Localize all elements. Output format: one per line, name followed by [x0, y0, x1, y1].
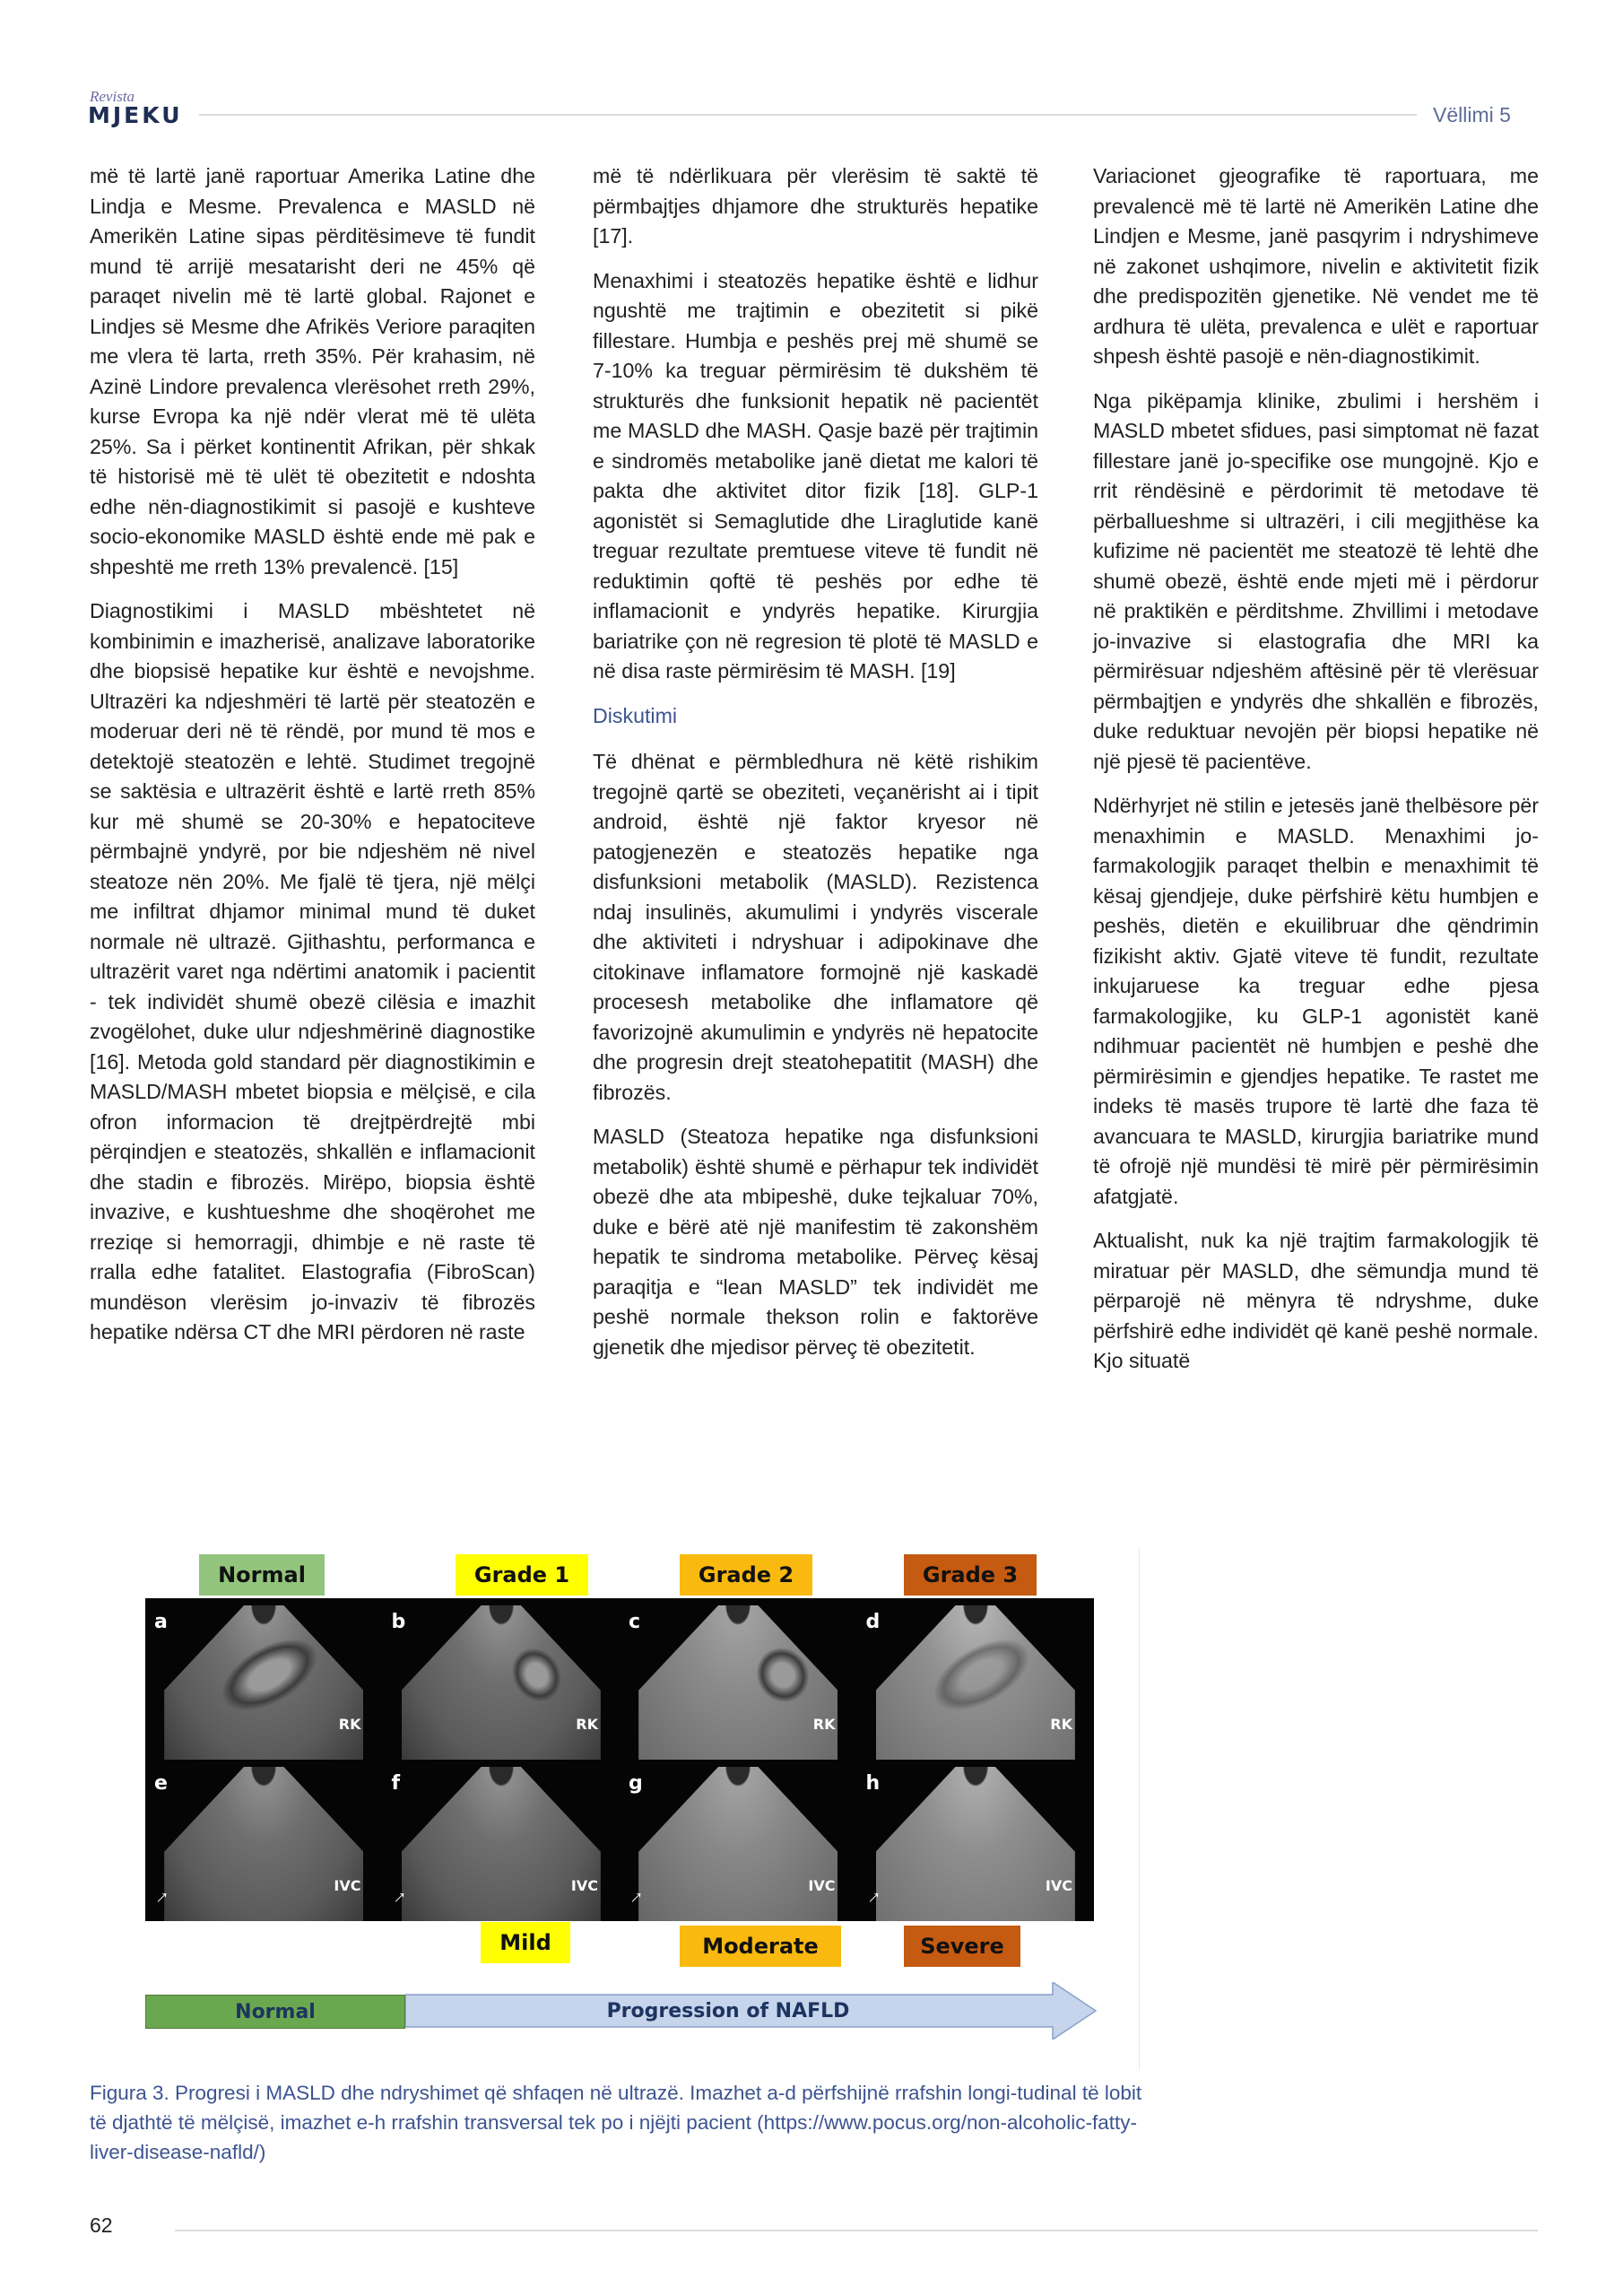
ultrasound-image [164, 1767, 363, 1921]
panel-tag: RK [1050, 1716, 1072, 1733]
ultrasound-panel-d [857, 1598, 1095, 1760]
grade-label-grade-3 [904, 1554, 1037, 1596]
arrow-progression-segment [405, 1982, 1105, 2039]
figure-caption: Figura 3. Progresi i MASLD dhe ndryshimet që shfaqen në ultrazë. Imazhet a-d përfshijnë rrafshin longi-tudinal të lobit të djathtë të mëlçisë, imazhet e-h rrafshin transversal tek po i njëjti pacient (https://www.pocus.org/non-alcoholic-fatty-liver-disease-nafld/) [90, 2082, 1142, 2163]
arrow-marker-icon: ↑ [388, 1884, 412, 1909]
grade-label-text: Grade 2 [698, 1562, 794, 1587]
journal-logo-mjeku: MJEKU [88, 102, 183, 128]
paragraph: më të ndërlikuara për vlerësim të saktë të përmbajtjes dhjamore dhe strukturës hepatike [17]. [593, 164, 1038, 248]
arrow-progression-label: Progression of NAFLD [606, 1999, 850, 2022]
severity-label-text: Severe [920, 1934, 1004, 1959]
panel-tag: IVC [570, 1877, 598, 1894]
grade-label-text: Grade 1 [473, 1562, 570, 1587]
panel-tag: RK [338, 1716, 361, 1733]
ultrasound-row-longitudinal [145, 1598, 1094, 1760]
paragraph: Diagnostikimi i MASLD mbështetet në kombinimin e imazherisë, analizave laboratorike dhe biopsisë hepatike kur është e nevojshme. Ultrazëri ka ndjeshmëri të lartë për steatozën e moderuar deri në të rëndë, por mund të mos e detektojë steatozën e lehtë. Studimet tregojnë se saktësia e ultrazërit është e lartë rreth 85% kur më shumë se 20-30% e hepatociteve përmbajnë yndyrë, por bie ndjeshëm në nivel steatoze nën 20%. Me fjalë të tjera, një mëlçi me infiltrat dhjamor minimal mund të duket normale në ultrazë. Gjithashtu, performanca e ultrazërit varet nga ndërtimi anatomik i pacientit - tek individët shumë obezë cilësia e imazhit zvogëlohet, duke ulur ndjeshmërinë diagnostike [16]. Metoda gold standard për diagnostikimin e MASLD/MASH mbetet biopsia e mëlçisë, e cila ofron informacion të drejtpërdrejtë mbi përqindjen e steatozës, shkallën e inflamacionit dhe stadin e fibrozës. Mirëpo, biopsia është invazive, e kushtueshme dhe shoqërohet me rreziqe si hemorragji, dhimbje e në raste të rralla edhe fatalitet. Elastografia (FibroScan) mundëson vlerësim jo-invaziv të fibrozës hepatike ndërsa CT dhe MRI përdoren në raste [90, 599, 535, 1344]
paragraph: Variacionet gjeografike të raportuara, me prevalencë më të lartë në Amerikën Latine dhe Lindjen e Mesme, janë pasqyrim i ndryshimeve në zakonet ushqimore, nivelin e aktivitetit fizik dhe predispozitën gjenetike. Në vendet me të ardhura të ulëta, prevalenca e ulët e raportuar shpesh është pasojë e nën-diagnostikimit. [1093, 164, 1539, 368]
volume-label: Vëllimi 5 [1433, 103, 1511, 126]
paragraph: Aktualisht, nuk ka një trajtim farmakologjik të miratuar për MASLD, dhe sëmundja mund të përparojë në mënyra të ndryshme, duke përfshirë edhe individët që kanë peshë normale. Kjo situatë [1093, 1229, 1539, 1372]
arrow-marker-icon: ↑ [152, 1884, 175, 1909]
panel-tag: IVC [1045, 1877, 1072, 1894]
paragraph: MASLD (Steatoza hepatike nga disfunksioni metabolik) është shumë e përhapur tek individët obezë dhe ata mbipeshë, duke tejkaluar 70%, duke e bërë atë një manifestim të zakonshëm hepatik te sindroma metabolike. Përveç kësaj paraqitja e “lean MASLD” tek individët me peshë normale thekson rolin e faktorëve gjenetik dhe mjedisor përveç të obezitetit. [593, 1125, 1038, 1359]
text-column-1 [90, 161, 535, 1362]
severity-label-mild [481, 1922, 570, 1963]
ultrasound-panel-b [383, 1598, 621, 1760]
ultrasound-image [402, 1767, 601, 1921]
panel-letter: g [629, 1772, 643, 1795]
panel-tag: RK [576, 1716, 598, 1733]
text-column-2 [593, 161, 1038, 1377]
ultrasound-panel-h [857, 1760, 1095, 1921]
panel-tag: RK [812, 1716, 836, 1733]
severity-label-moderate [680, 1926, 841, 1967]
severity-label-text: Moderate [702, 1934, 819, 1959]
page-number: 62 [90, 2213, 113, 2237]
ultrasound-panel-c [620, 1598, 857, 1760]
ultrasound-panel-f [383, 1760, 621, 1921]
page-header [0, 0, 1623, 144]
severity-label-severe [904, 1926, 1020, 1967]
panel-tag: IVC [334, 1877, 361, 1894]
panel-letter: a [154, 1611, 168, 1633]
ultrasound-panel-e [145, 1760, 383, 1921]
ultrasound-image [638, 1767, 838, 1921]
grade-label-grade-2 [680, 1554, 812, 1596]
paragraph: Nga pikëpamja klinike, zbulimi i hershëm i MASLD mbetet sfidues, pasi simptomat në fazat fillestare janë jo-specifike ose mungojnë. Kjo e rrit rëndësinë e përdorimit të metodave të përballueshme si ultrazëri, i cili megjithëse ka kufizime në pacientët me steatozë të lehtë dhe shumë obezë, është ende mjeti më i përdorur në praktikën e përditshme. Zhvillimi i metodave jo-invazive si elastografia dhe MRI ka përmirësuar ndjeshëm aftësinë për të vlerësuar përmbajtjen e yndyrës dhe shkallën e fibrozës, duke reduktuar nevojën për biopsi hepatike në një pjesë të pacientëve. [1093, 388, 1539, 773]
arrow-marker-icon: ↑ [626, 1884, 649, 1909]
panel-letter: e [154, 1772, 168, 1795]
footer-divider [175, 2230, 1538, 2231]
panel-letter: b [391, 1611, 406, 1633]
panel-letter: h [865, 1772, 881, 1795]
arrow-marker-icon: ↑ [863, 1884, 887, 1909]
panel-tag: IVC [808, 1877, 836, 1894]
ultrasound-panel-a [145, 1598, 383, 1760]
progression-arrow [145, 1982, 1105, 2045]
panel-letter: d [865, 1611, 881, 1633]
ultrasound-image [876, 1767, 1075, 1921]
journal-logo-revista: Revista [90, 88, 135, 105]
arrow-normal-segment [145, 1995, 405, 2029]
ultrasound-panel-g [620, 1760, 857, 1921]
paragraph: Menaxhimi i steatozës hepatike është e lidhur ngushtë me trajtimin e obezitetit si pikë fillestare. Humbja e peshës prej më shumë se 7-10% ka treguar përmirësim të dukshëm të strukturës dhe funksionit hepatik në pacientët me MASLD dhe MASH. Qasje bazë për trajtimin e sindromës metabolike janë dietat me kalori të pakta dhe aktivitet ditor fizik [18]. GLP-1 agonistët si Semaglutide dhe Liraglutide kanë treguar rezultate premtuese viteve të fundit në reduktimin qoftë të peshës por edhe të inflamacionit e yndyrës hepatike. Kirurgjia bariatrike çon në regresion të plotë të MASLD e në disa raste përmirësim të MASH. [19] [593, 268, 1038, 683]
grade-label-grade-1 [456, 1554, 588, 1596]
section-heading-discussion: Diskutimi [593, 703, 678, 727]
paragraph: Ndërhyrjet në stilin e jetesës janë thelbësore për menaxhimin e MASLD. Menaxhimi jo-farmakologjik paraqet thelbin e menaxhimit të kësaj gjendjeje, duke përfshirë këtu humbjen e peshës, dietën e ekuilibruar dhe qëndrimin fizikisht aktiv. Gjatë viteve të fundit, rezultate inkujaruese ka treguar edhe pjesa farmakologjike, ku GLP-1 agonistët kanë ndihmuar pacientët në humbjen e peshë dhe përmirësimin e gjendjes hepatike. Te rastet me indeks të masës trupore të lartë dhe faza të avancuara te MASLD, kirurgjia bariatrike mund të ofrojë një mundësi të mirë për përmirësimin afatgjatë. [1093, 794, 1539, 1208]
grade-label-text: Grade 3 [922, 1562, 1019, 1587]
panel-letter: c [629, 1611, 641, 1633]
paragraph: më të lartë janë raportuar Amerika Latine dhe Lindja e Mesme. Prevalenca e MASLD në Amerikën Latine sipas përditësimeve të fundit mund të arrijë mesatarisht deri ne 45% që paraqet nivelin më të lartë global. Rajonet e Lindjes së Mesme dhe Afrikës Veriore paraqiten me vlera të larta, rreth 35%. Për krahasim, në Azinë Lindore prevalenca vlerësohet rreth 29%, kurse Evropa ka një ndër vlerat më të ulëta 25%. Sa i përket kontinentit Afrikan, për shkak të historisë më të ulët të obezitetit e ndoshta edhe nën-diagnostikimit si pasojë e kushteve socio-ekonomike MASLD është ende më pak e shpeshtë me rreth 13% prevalencë. [15] [90, 164, 535, 578]
grade-label-text: Normal [218, 1562, 306, 1587]
grade-label-normal [199, 1554, 325, 1596]
text-column-3 [1093, 161, 1539, 1391]
panel-letter: f [391, 1772, 401, 1795]
severity-label-text: Mild [499, 1930, 551, 1955]
header-divider [199, 114, 1417, 116]
arrow-normal-label: Normal [235, 2000, 316, 2023]
ultrasound-row-transversal [145, 1760, 1094, 1921]
ultrasound-image [402, 1605, 601, 1760]
figure-3-ultrasound-progression [143, 1547, 1141, 2072]
paragraph: Të dhënat e përmbledhura në këtë rishikim tregojnë qartë se obeziteti, veçanërisht ai i tipit android, është një faktor kryesor në patogjenezën e steatozës hepatike nga disfunksioni metabolik (MASLD). Rezistenca ndaj insulinës, akumulimi i yndyrës viscerale dhe aktiviteti i ndryshuar i adipokinave dhe citokinave inflamatore formojnë një kaskadë procesesh metabolike dhe inflamatore që favorizojnë akumulimin e yndyrës në hepatocite dhe progresin drejt steatohepatitit (MASH) dhe fibrozës. [593, 750, 1038, 1104]
